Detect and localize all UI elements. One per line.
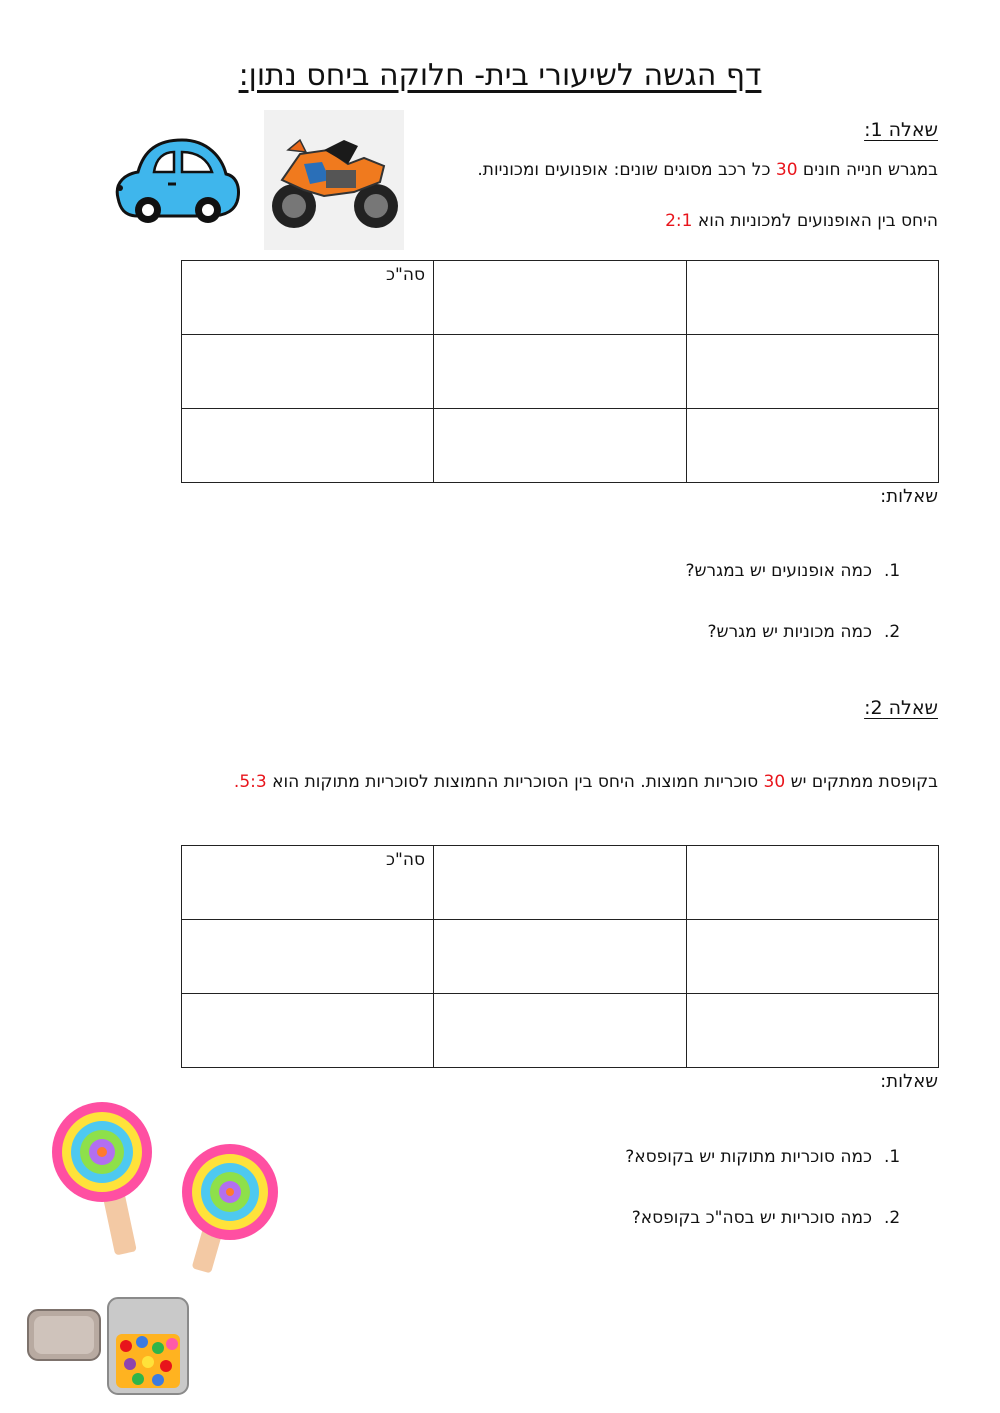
statement-text-after: כל רכב מסוגים שונים: אופנועים ומכוניות. — [477, 160, 776, 180]
table-cell[interactable] — [434, 920, 686, 994]
candy-tin-image — [26, 1294, 192, 1398]
question-item — [632, 1208, 910, 1228]
table-cell[interactable] — [686, 846, 938, 920]
ratio-prefix: היחס בין האופנועים למכוניות הוא — [692, 211, 938, 231]
ratio-value: 2:1 — [665, 211, 693, 231]
table-cell[interactable] — [434, 846, 686, 920]
table-cell[interactable] — [182, 335, 434, 409]
table-cell[interactable] — [686, 335, 938, 409]
question-1-heading: שאלה 1: — [864, 119, 938, 141]
total-label: סה"כ — [386, 850, 425, 870]
table-cell[interactable] — [434, 261, 686, 335]
ratio-table-2 — [181, 845, 939, 1068]
page-title: דף הגשה לשיעורי בית- חלוקה ביחס נתון: — [238, 58, 762, 93]
lollipops-image — [50, 1100, 290, 1275]
statement-text-before: במגרש חנייה חונים — [797, 160, 938, 180]
question-1-ratio-line — [665, 211, 938, 231]
motorcycle-image — [264, 110, 404, 250]
total-number: 30 — [763, 772, 786, 792]
ratio-table-1 — [181, 260, 939, 483]
question-2-statement — [234, 772, 938, 792]
question-item — [625, 1147, 910, 1167]
table-cell[interactable] — [434, 409, 686, 483]
table-cell[interactable] — [686, 920, 938, 994]
question-text: כמה סוכריות מתוקות יש בקופסא? — [625, 1147, 872, 1167]
total-label: סה"כ — [386, 265, 425, 285]
question-number: 2. — [884, 622, 901, 642]
table-cell[interactable] — [182, 846, 434, 920]
question-item — [685, 561, 910, 581]
questions-label: שאלות: — [880, 1071, 938, 1092]
question-item — [708, 622, 911, 642]
question-text: כמה מכוניות יש מגרש? — [707, 622, 872, 642]
table-cell[interactable] — [182, 994, 434, 1068]
ratio-value: 5:3 — [239, 772, 267, 792]
car-image — [110, 136, 242, 228]
table-cell[interactable] — [182, 920, 434, 994]
question-number: 2. — [884, 1208, 901, 1228]
questions-label: שאלות: — [880, 486, 938, 507]
total-number: 30 — [775, 160, 798, 180]
table-cell[interactable] — [434, 994, 686, 1068]
question-number: 1. — [884, 561, 901, 581]
table-cell[interactable] — [686, 994, 938, 1068]
table-cell[interactable] — [434, 335, 686, 409]
question-number: 1. — [884, 1147, 901, 1167]
question-text: כמה אופנועים יש במגרש? — [685, 561, 872, 581]
table-cell[interactable] — [686, 261, 938, 335]
statement-text-before: בקופסת ממתקים יש — [785, 772, 938, 792]
question-2-heading: שאלה 2: — [864, 697, 938, 719]
table-cell[interactable] — [686, 409, 938, 483]
question-text: כמה סוכריות יש בסה"כ בקופסא? — [631, 1208, 872, 1228]
statement-text-middle: סוכריות חמוצות. היחס בין הסוכריות החמוצות לסוכריות מתוקות הוא — [266, 772, 764, 792]
statement-end: . — [233, 772, 240, 792]
table-cell[interactable] — [182, 409, 434, 483]
question-1-statement — [477, 160, 938, 180]
table-cell[interactable] — [182, 261, 434, 335]
